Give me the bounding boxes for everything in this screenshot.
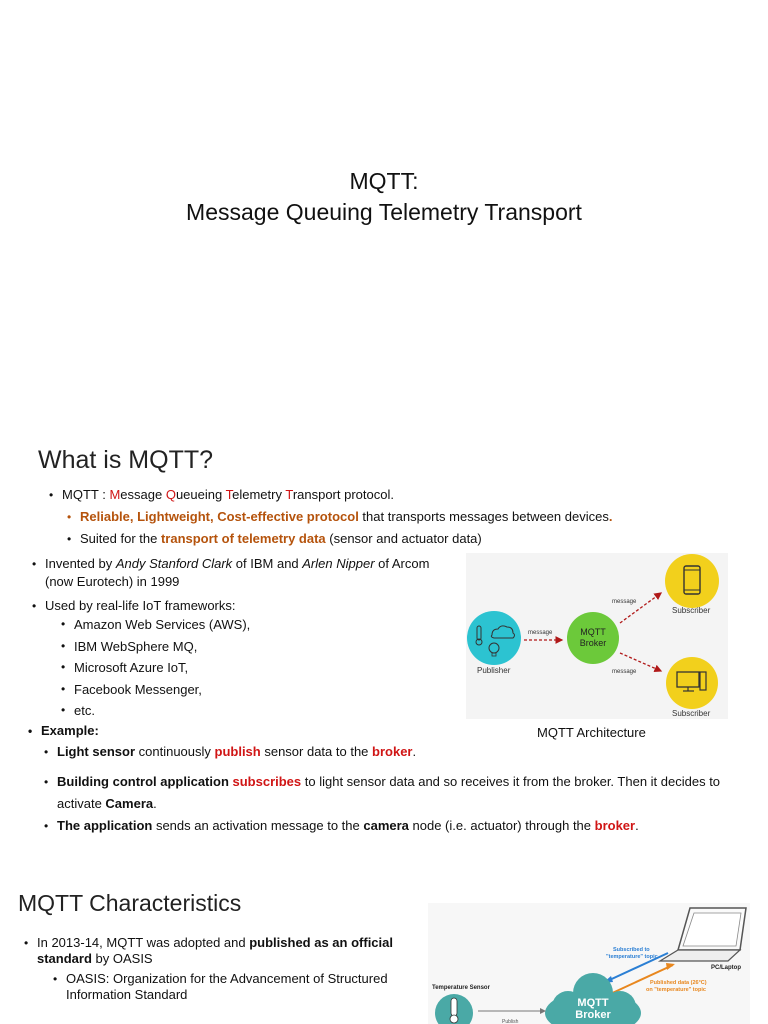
subscriber-bottom-node <box>666 657 718 709</box>
example-item-1 <box>57 743 737 761</box>
reliable-item <box>80 508 720 526</box>
slide3-heading: MQTT Characteristics <box>18 890 242 916</box>
framework-item: • etc. <box>74 700 374 722</box>
reliable-rest: that transports messages between devices <box>358 509 609 524</box>
reliable-dot: . <box>608 509 613 524</box>
def-prefix: MQTT : <box>62 487 110 502</box>
mqtt-architecture-diagram <box>466 553 728 719</box>
ex3-text2: node (i.e. actuator) through the <box>408 818 595 833</box>
slide1-title-line1: MQTT: <box>349 168 419 194</box>
message-label-1: message <box>528 630 553 636</box>
example-item-3 <box>57 817 737 835</box>
broker-label-1: MQTT <box>580 627 606 637</box>
thermometer-icon <box>450 998 458 1023</box>
ex1-text3: . <box>412 744 417 759</box>
example-label: • Example: <box>41 722 99 740</box>
adoption-bold1: published as an official <box>249 935 393 950</box>
suited-post: (sensor and actuator data) <box>325 531 482 546</box>
sensor-label: Temperature Sensor <box>432 985 490 991</box>
def-word-telemetry: elemetry <box>232 487 286 502</box>
def-word-message: essage <box>120 487 166 502</box>
definition-sublist <box>80 508 720 548</box>
oasis-line1: OASIS: Organization for the Advancement of Structured <box>66 971 388 986</box>
characteristics-list <box>37 935 417 967</box>
ex3-subject: The application <box>57 818 153 833</box>
invented-post1: of Arcom <box>374 556 430 571</box>
used-by-item <box>45 597 445 615</box>
temperature-topic-diagram <box>428 903 750 1024</box>
def-word-queueing: ueueing <box>175 487 226 502</box>
history-list <box>45 555 445 615</box>
inventor-2: Arlen Nipper <box>302 556 375 571</box>
ex3-broker: broker <box>594 818 636 833</box>
def-letter-t2: T <box>285 487 293 502</box>
subscriber-bottom-label: Subscriber <box>672 709 711 718</box>
adoption-post: by OASIS <box>91 951 153 966</box>
invented-post2: (now Eurotech) in 1999 <box>45 574 180 589</box>
oasis-line2: Information Standard <box>66 987 188 1002</box>
ex1-text1: continuously <box>135 744 215 759</box>
publisher-label: Publisher <box>477 666 511 675</box>
ex3-text1: sends an activation message to the <box>152 818 364 833</box>
ex2-subscribes: subscribes <box>228 774 302 789</box>
architecture-caption: MQTT Architecture <box>537 725 646 740</box>
ex1-text2: sensor data to the <box>260 744 373 759</box>
published-label-2: on "temperature" topic <box>646 987 706 993</box>
def-word-transport: ransport protocol. <box>292 487 394 502</box>
subscriber-top-node <box>665 554 719 608</box>
used-by-text: Used by real-life IoT frameworks: <box>45 598 236 613</box>
framework-item: • Microsoft Azure IoT, <box>74 657 374 679</box>
adoption-item <box>37 935 417 967</box>
ex1-publish: publish <box>214 744 261 759</box>
broker3-label-1: MQTT <box>577 997 609 1009</box>
adoption-pre: In 2013-14, MQTT was adopted and <box>37 935 250 950</box>
suited-orange: transport of telemetry data <box>160 531 326 546</box>
message-label-3: message <box>612 669 637 675</box>
published-label-1: Published data (26°C) <box>650 980 707 986</box>
def-letter-t1: T <box>225 487 233 502</box>
invented-mid: of IBM and <box>232 556 303 571</box>
inventor-1: Andy Stanford Clark <box>115 556 233 571</box>
def-letter-m: M <box>109 487 121 502</box>
subscribed-label-2: "temperature" topic <box>606 954 658 960</box>
ex2-text3: . <box>153 796 157 811</box>
oasis-list <box>66 971 426 1003</box>
example-item-2 <box>57 771 737 815</box>
definition-list <box>62 486 622 504</box>
slide1-title-line2: Message Queuing Telemetry Transport <box>186 199 582 225</box>
framework-item: • Amazon Web Services (AWS), <box>74 614 374 636</box>
invented-item <box>45 555 445 591</box>
message-label-2: message <box>612 599 637 605</box>
oasis-item <box>66 971 426 1003</box>
example-list <box>57 743 737 835</box>
ex2-camera: Camera <box>105 796 154 811</box>
ex1-broker: broker <box>372 744 413 759</box>
broker-label-2: Broker <box>579 638 607 648</box>
pc-label: PC/Laptop <box>711 965 741 971</box>
adoption-bold2: standard <box>37 951 92 966</box>
def-letter-q: Q <box>165 487 176 502</box>
example-label-list <box>41 722 99 740</box>
ex2-text2: activate <box>57 796 106 811</box>
suited-pre: Suited for the <box>80 531 161 546</box>
ex2-text1: to light sensor data and so receives it from the broker. Then it decides to <box>301 774 721 789</box>
subscribed-label-1: Subscribed to <box>613 947 650 953</box>
broker3-label-2: Broker <box>575 1009 611 1021</box>
frameworks-list <box>74 614 374 722</box>
publish-small-label: Publish <box>502 1019 519 1024</box>
framework-item: • IBM WebSphere MQ, <box>74 636 374 658</box>
ex3-camera: camera <box>363 818 409 833</box>
ex1-subject: Light sensor <box>57 744 136 759</box>
invented-pre: Invented by <box>45 556 116 571</box>
suited-item <box>80 530 720 548</box>
ex2-subject: Building control application <box>57 774 229 789</box>
reliable-bold: Reliable, Lightweight, Cost-effective protocol <box>80 509 359 524</box>
slide2-heading: What is MQTT? <box>38 446 214 474</box>
framework-item: • Facebook Messenger, <box>74 679 374 701</box>
definition-item <box>62 486 622 504</box>
subscriber-top-label: Subscriber <box>672 606 711 615</box>
ex3-text3: . <box>635 818 639 833</box>
